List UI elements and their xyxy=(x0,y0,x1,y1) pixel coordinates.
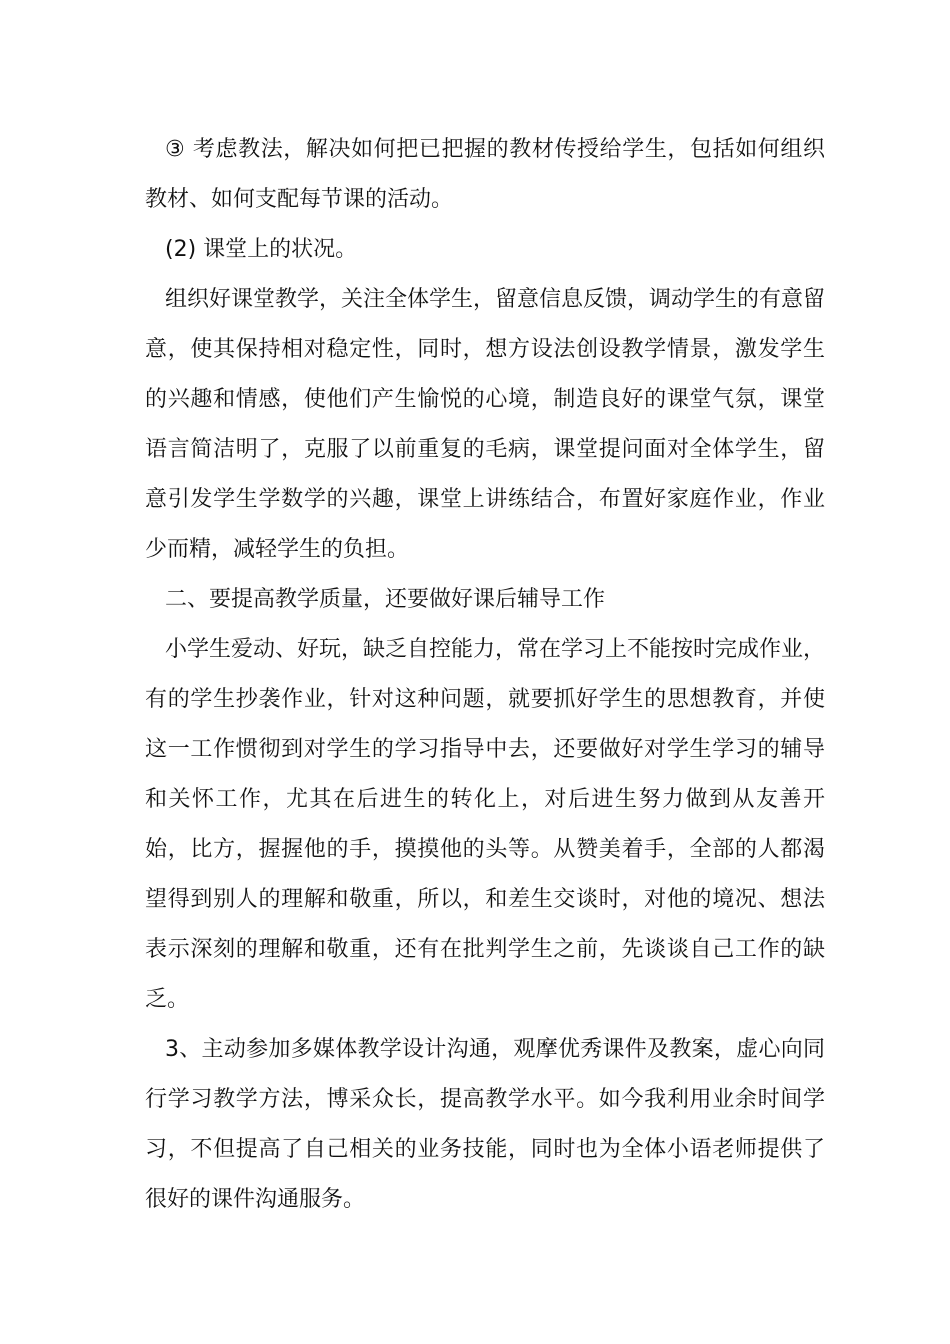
paragraph-classroom-heading: (2) 课堂上的状况。 xyxy=(165,237,358,262)
document-body xyxy=(145,125,825,1225)
paragraph-teaching-method: ③ 考虑教法，解决如何把已把握的教材传授给学生，包括如何组织教材、如何支配每节课的活动。 xyxy=(145,137,825,212)
paragraph-student-guidance: 小学生爱动、好玩，缺乏自控能力，常在学习上不能按时完成作业，有的学生抄袭作业，针对这种问题，就要抓好学生的思想教育，并使这一工作惯彻到对学生的学习指导中去，还要做好对学生学习的辅导和关怀工作，尤其在后进生的转化上，对后进生努力做到从友善开始，比方，握握他的手，摸摸他的头等。从赞美着手，全部的人都渴望得到别人的理解和敬重，所以，和差生交谈时，对他的境况、想法表示深刻的理解和敬重，还有在批判学生之前，先谈谈自己工作的缺乏。 xyxy=(145,637,826,1012)
paragraph-multimedia-exchange: 3、主动参加多媒体教学设计沟通，观摩优秀课件及教案，虚心向同行学习教学方法，博采众长，提高教学水平。如今我利用业余时间学习，不但提高了自己相关的业务技能，同时也为全体小语老师提供了很好的课件沟通服务。 xyxy=(145,1037,825,1212)
paragraph-classroom-organization: 组织好课堂教学，关注全体学生，留意信息反馈，调动学生的有意留意，使其保持相对稳定性，同时，想方设法创设教学情景，激发学生的兴趣和情感，使他们产生愉悦的心境，制造良好的课堂气氛，课堂语言简洁明了，克服了以前重复的毛病，课堂提问面对全体学生，留意引发学生学数学的兴趣，课堂上讲练结合，布置好家庭作业，作业少而精，减轻学生的负担。 xyxy=(145,287,826,562)
section-heading-after-class-tutoring: 二、要提高教学质量，还要做好课后辅导工作 xyxy=(165,587,606,612)
